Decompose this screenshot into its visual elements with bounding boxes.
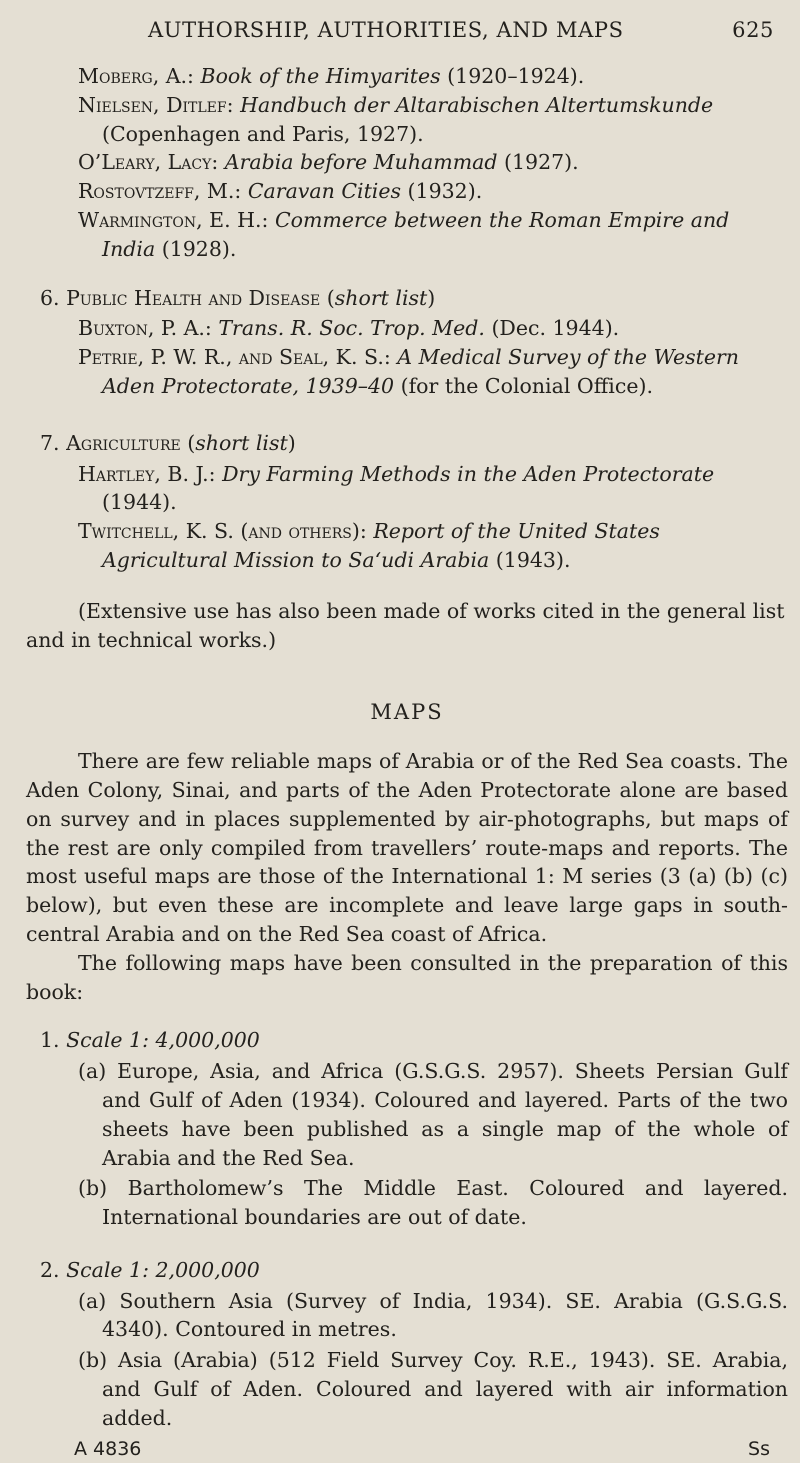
entry-title: Book of the Himyarites	[200, 64, 441, 88]
bib-entry	[26, 148, 788, 177]
scale-label: Scale 1: 4,000,000	[66, 1028, 260, 1053]
page-content	[26, 62, 788, 1463]
signature-mark: A 4836	[74, 1437, 142, 1460]
page-footer	[26, 1435, 788, 1463]
running-head	[148, 18, 774, 42]
entry-details: (1928).	[155, 236, 237, 261]
entry-details: (1943).	[489, 547, 571, 572]
page-number: 625	[732, 18, 774, 42]
section-note: short list	[334, 285, 428, 310]
entry-author: Hartley, B. J.:	[78, 461, 216, 486]
scale-number: 1.	[40, 1028, 60, 1053]
scale-heading	[26, 1256, 788, 1285]
entry-author: Nielsen, Ditlef:	[78, 92, 234, 117]
map-item: (a) Europe, Asia, and Africa (G.S.G.S. 2957). Sheets Persian Gulf and Gulf of Aden (1934). Coloured and layered. Parts of the two sheets have been published as a single map of the whole of Arabia and the Red Sea.	[78, 1059, 788, 1170]
scale-heading	[26, 1026, 788, 1055]
running-title: AUTHORSHIP, AUTHORITIES, AND MAPS	[148, 18, 624, 42]
entry-title: Trans. R. Soc. Trop. Med.	[218, 316, 485, 341]
entry-author: Petrie, P. W. R., and Seal, K. S.:	[78, 345, 391, 370]
bib-entry	[26, 343, 788, 401]
entry-details: (Copenhagen and Paris, 1927).	[102, 121, 424, 146]
extensive-use-note: (Extensive use has also been made of works cited in the general list and in technical works.)	[26, 598, 785, 652]
maps-heading: MAPS	[370, 700, 444, 725]
map-item: (a) Southern Asia (Survey of India, 1934). SE. Arabia (G.S.G.S. 4340). Contoured in metres.	[78, 1288, 788, 1342]
entry-details: (1920–1924).	[440, 64, 585, 88]
entry-title: Report of the United States Agricultural Mission to Sa‘udi Arabia	[102, 519, 660, 572]
bib-entry	[26, 177, 788, 206]
section-number: 6.	[40, 285, 60, 310]
map-item: (b) Bartholomew’s The Middle East. Coloured and layered. International boundaries are out of date.	[78, 1176, 788, 1230]
section-heading-agriculture: 7. Agriculture (short list)	[40, 430, 296, 455]
entry-author: Rostovtzeff, M.:	[78, 179, 242, 204]
bib-entry	[26, 517, 788, 575]
entry-title: A Medical Survey of the Western Aden Protectorate, 1939–40	[102, 345, 739, 398]
section-title: Agriculture	[66, 430, 181, 455]
maps-paragraph: The following maps have been consulted in the preparation of this book:	[26, 950, 788, 1004]
entry-author: Moberg, A.:	[78, 64, 194, 88]
map-item: (b) Asia (Arabia) (512 Field Survey Coy. R.E., 1943). SE. Arabia, and Gulf of Aden. Coloured and layered with air information added.	[78, 1348, 788, 1430]
entry-details: (1927).	[497, 150, 579, 175]
bib-entry	[26, 91, 788, 149]
entry-author: Twitchell, K. S. (and others):	[78, 519, 367, 544]
section-number: 7.	[40, 430, 60, 455]
section-heading-public-health: 6. Public Health and Disease (short list)	[40, 285, 436, 310]
entry-author: Warmington, E. H.:	[78, 207, 269, 232]
entry-title: Commerce between the Roman Empire and India	[102, 207, 730, 261]
signature-letters: Ss	[748, 1437, 770, 1460]
entry-author: Buxton, P. A.:	[78, 316, 212, 341]
entry-title: Handbuch der Altarabischen Altertumskunde	[240, 92, 714, 117]
entry-details: (Dec. 1944).	[484, 316, 620, 341]
entry-title: Dry Farming Methods in the Aden Protectorate	[222, 461, 715, 486]
scale-number: 2.	[40, 1257, 60, 1282]
entry-title: Caravan Cities	[247, 179, 402, 204]
entry-title: Arabia before Muhammad	[224, 150, 498, 175]
entry-details: (1944).	[102, 490, 177, 515]
bib-entry	[26, 460, 788, 518]
entry-author: O’Leary, Lacy:	[78, 150, 219, 175]
entry-details: (for the Colonial Office).	[394, 373, 653, 398]
bib-entry	[26, 314, 788, 343]
maps-paragraph: There are few reliable maps of Arabia or of the Red Sea coasts. The Aden Colony, Sinai, and parts of the Aden Protectorate alone are based on survey and in places supplemented by air-photographs, but maps of the rest are only compiled from travellers’ route-maps and reports. The most useful maps are those of the International 1: M series (3 (a) (b) (c) below), but even these are incomplete and leave large gaps in south-central Arabia and on the Red Sea coast of Africa.	[26, 749, 788, 946]
section-title: Public Health and Disease	[66, 285, 321, 310]
scale-label: Scale 1: 2,000,000	[66, 1257, 260, 1282]
bib-entry	[26, 62, 788, 91]
bib-entry	[26, 206, 788, 264]
entry-details: (1932).	[401, 179, 483, 204]
section-note: short list	[195, 430, 288, 455]
